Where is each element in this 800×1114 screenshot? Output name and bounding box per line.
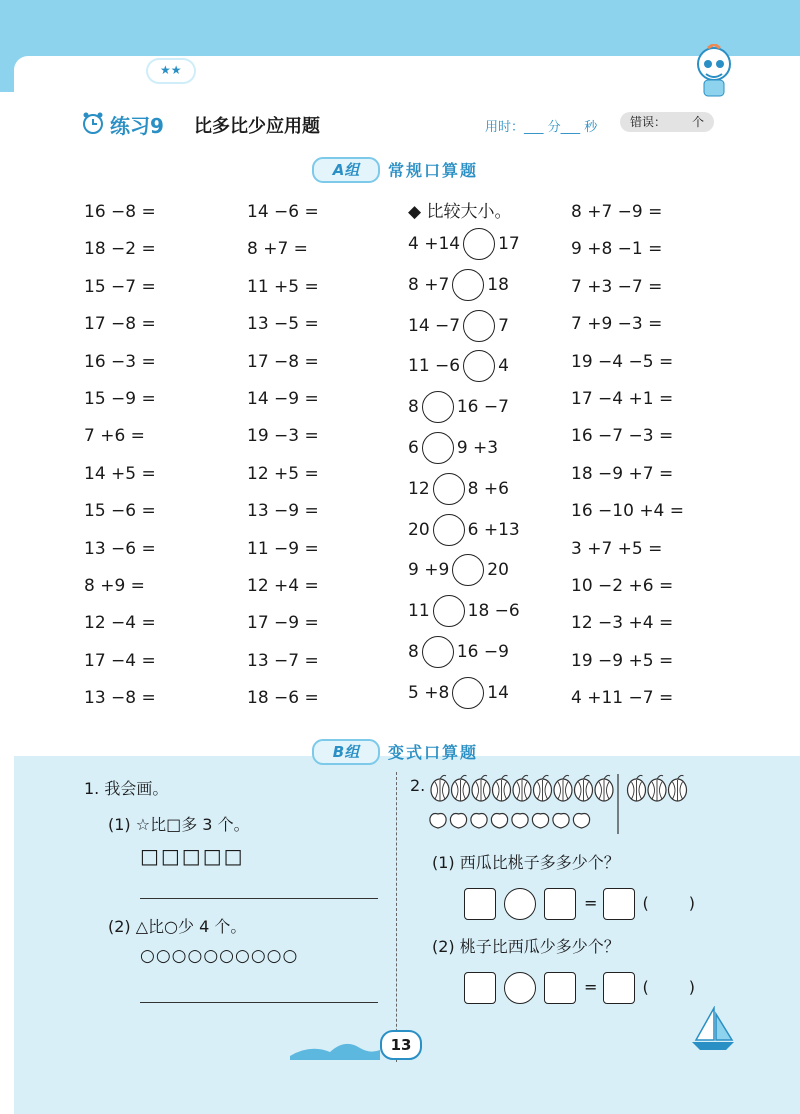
- mascot-icon: [690, 44, 740, 100]
- arithmetic-problem[interactable]: 16 −7 −3 =: [571, 426, 674, 447]
- arithmetic-problem[interactable]: 18 −2 =: [84, 239, 156, 260]
- arithmetic-problem[interactable]: 13 −7 =: [247, 650, 319, 671]
- arithmetic-problem[interactable]: 14 −6 =: [247, 202, 319, 222]
- paren-open: (: [642, 977, 649, 997]
- watermelon-icon: [452, 775, 470, 801]
- arithmetic-problem[interactable]: 13 −8 =: [84, 688, 156, 709]
- compare-problem: [408, 595, 520, 629]
- compare-left: 9 +9: [408, 560, 450, 581]
- paren-close: ): [688, 893, 695, 913]
- compare-right: 18: [487, 274, 509, 295]
- compare-circle[interactable]: [422, 432, 454, 464]
- arithmetic-problem[interactable]: 17 −4 =: [84, 650, 156, 671]
- arithmetic-problem[interactable]: 19 −9 +5 =: [571, 650, 674, 671]
- operator-circle[interactable]: [504, 888, 536, 920]
- compare-right: 17: [498, 234, 520, 254]
- arithmetic-problem[interactable]: 8 +9 =: [84, 576, 145, 596]
- error-label: 错误：: [630, 115, 667, 129]
- watermelon-icon: [628, 775, 646, 801]
- arithmetic-problem[interactable]: 12 −3 +4 =: [571, 613, 674, 634]
- compare-circle[interactable]: [452, 554, 484, 586]
- group-b-badge: B组: [312, 739, 380, 765]
- compare-circle[interactable]: [422, 636, 454, 668]
- answer-box[interactable]: [544, 888, 576, 920]
- watermelon-icon: [669, 775, 687, 801]
- watermelon-icon: [575, 775, 593, 801]
- arithmetic-problem[interactable]: 13 −5 =: [247, 314, 319, 335]
- arithmetic-problem[interactable]: 12 +5 =: [247, 463, 319, 484]
- arithmetic-problem[interactable]: 7 +3 −7 =: [571, 276, 663, 297]
- compare-right: 6 +13: [467, 519, 520, 540]
- arithmetic-problem[interactable]: 17 −8 =: [247, 351, 319, 372]
- arithmetic-problem[interactable]: 14 +5 =: [84, 463, 156, 484]
- arithmetic-problem[interactable]: 13 −6 =: [84, 538, 156, 559]
- arithmetic-problem[interactable]: 12 −4 =: [84, 613, 156, 634]
- page-number: 13: [380, 1030, 422, 1060]
- group-b-header: [312, 739, 512, 763]
- arithmetic-problem[interactable]: 18 −9 +7 =: [571, 463, 674, 484]
- equals-sign: =: [584, 977, 598, 997]
- operator-circle[interactable]: [504, 972, 536, 1004]
- q1-part2-answer-line[interactable]: [140, 1002, 378, 1003]
- compare-problem: [408, 269, 509, 303]
- watermelon-icon: [554, 775, 572, 801]
- watermelon-icon: [472, 775, 490, 801]
- compare-right: 9 +3: [456, 438, 499, 458]
- compare-circle[interactable]: [452, 677, 484, 709]
- compare-left: 8: [408, 397, 419, 418]
- compare-problem: [408, 432, 498, 466]
- compare-right: 20: [487, 560, 509, 581]
- q2-part2-equation: [464, 972, 695, 1004]
- compare-left: 14 −7: [408, 315, 461, 336]
- exercise-number: 练习9: [110, 114, 164, 138]
- compare-right: 16 −7: [456, 397, 509, 418]
- compare-problem: [408, 677, 509, 711]
- compare-problem: [408, 473, 509, 507]
- group-a-header: [312, 157, 512, 181]
- q2-part2: (2) 桃子比西瓜少多少个？: [432, 937, 620, 956]
- wave-icon: [290, 1036, 380, 1060]
- compare-circle[interactable]: [433, 473, 465, 505]
- arithmetic-problem[interactable]: 15 −6 =: [84, 501, 156, 522]
- arithmetic-problem[interactable]: 7 +9 −3 =: [571, 314, 663, 335]
- group-a-badge: A组: [312, 157, 380, 183]
- arithmetic-problem[interactable]: 16 −10 +4 =: [571, 501, 685, 522]
- compare-problem: [408, 310, 509, 344]
- arithmetic-problem[interactable]: 18 −6 =: [247, 688, 319, 709]
- group-b-divider: [396, 772, 397, 1062]
- arithmetic-problem[interactable]: 10 −2 +6 =: [571, 576, 674, 596]
- difficulty-label: 难易等级：: [80, 64, 141, 78]
- arithmetic-problem[interactable]: 9 +8 −1 =: [571, 239, 663, 260]
- q1-part2-circles: ○○○○○○○○○○: [140, 946, 299, 966]
- error-box: [620, 112, 714, 132]
- compare-circle[interactable]: [463, 310, 495, 342]
- q2-part1: (1) 西瓜比桃子多多少个？: [432, 853, 620, 872]
- difficulty-cloud: [148, 60, 194, 82]
- compare-right: 16 −9: [456, 642, 509, 662]
- compare-title: ◆ 比较大小。: [408, 202, 512, 222]
- arithmetic-problem[interactable]: 13 −9 =: [247, 501, 319, 522]
- q1-part1-squares: □□□□□: [140, 844, 245, 868]
- answer-box[interactable]: [603, 888, 635, 920]
- arithmetic-problem[interactable]: 15 −9 =: [84, 389, 156, 409]
- group-b-title: 变式口算题: [388, 743, 479, 762]
- arithmetic-problem[interactable]: 15 −7 =: [84, 276, 156, 297]
- arithmetic-problem[interactable]: 16 −8 =: [84, 202, 156, 222]
- compare-circle[interactable]: [422, 391, 454, 423]
- compare-left: 5 +8: [408, 682, 450, 703]
- answer-box[interactable]: [464, 888, 496, 920]
- clock-icon: [82, 112, 104, 134]
- arithmetic-problem[interactable]: 3 +7 +5 =: [571, 538, 663, 559]
- fruit-illustration: [428, 772, 718, 836]
- compare-circle[interactable]: [463, 350, 495, 382]
- equals-sign: =: [584, 893, 598, 913]
- time-label: 用时：___ 分___ 秒: [485, 120, 598, 135]
- arithmetic-problem[interactable]: 8 +7 −9 =: [571, 202, 663, 222]
- paren-close: ): [688, 977, 695, 997]
- compare-left: 20: [408, 519, 430, 540]
- error-unit: 个: [692, 115, 705, 129]
- watermelon-icon: [513, 775, 531, 801]
- peach-icon: [430, 814, 446, 829]
- peach-icon: [532, 814, 548, 829]
- arithmetic-problem[interactable]: 12 +4 =: [247, 576, 319, 596]
- compare-right: 7: [498, 315, 509, 336]
- watermelon-icon: [534, 775, 552, 801]
- compare-left: 8: [408, 642, 419, 662]
- arithmetic-problem[interactable]: 16 −3 =: [84, 351, 156, 372]
- q1-part1: (1) ☆比□多 3 个。: [108, 815, 250, 834]
- watermelon-icon: [493, 775, 511, 801]
- peach-icon: [553, 814, 569, 829]
- compare-problem: [408, 554, 509, 588]
- peach-icon: [573, 814, 589, 829]
- compare-left: 11 −6: [408, 356, 461, 377]
- arithmetic-problem[interactable]: 19 −3 =: [247, 426, 319, 447]
- compare-left: 6: [408, 438, 419, 458]
- compare-left: 11: [408, 601, 430, 622]
- arithmetic-problem[interactable]: 7 +6 =: [84, 426, 145, 447]
- sailboat-icon: [688, 1006, 738, 1054]
- compare-problem: [408, 514, 520, 548]
- unit-title: 第2单元 20以内的退位减法: [468, 66, 653, 81]
- compare-problem: [408, 350, 509, 384]
- arithmetic-problem[interactable]: 17 −8 =: [84, 314, 156, 335]
- group-a-title: 常规口算题: [388, 161, 479, 180]
- compare-problem: [408, 391, 509, 425]
- compare-problem: [408, 228, 520, 262]
- peach-icon: [471, 814, 487, 829]
- arithmetic-problem[interactable]: 17 −4 +1 =: [571, 389, 674, 409]
- watermelon-icon: [595, 775, 613, 801]
- exercise-title: 比多比少应用题: [194, 116, 320, 137]
- arithmetic-problem[interactable]: 11 +5 =: [247, 276, 319, 297]
- compare-problem: [408, 636, 509, 670]
- q2-part1-equation: [464, 888, 695, 920]
- q1-part2: (2) △比○少 4 个。: [108, 917, 247, 936]
- compare-left: 4 +14: [408, 234, 461, 254]
- peach-icon: [512, 814, 528, 829]
- compare-circle[interactable]: [433, 595, 465, 627]
- peach-icon: [450, 814, 466, 829]
- watermelon-icon: [431, 775, 449, 801]
- arithmetic-problem[interactable]: 19 −4 −5 =: [571, 351, 674, 372]
- arithmetic-problem[interactable]: 4 +11 −7 =: [571, 688, 674, 709]
- peach-icon: [491, 814, 507, 829]
- answer-box[interactable]: [603, 972, 635, 1004]
- difficulty-stars: ★★: [160, 63, 182, 77]
- paren-open: (: [642, 893, 649, 913]
- compare-right: 4: [498, 356, 509, 377]
- compare-circle[interactable]: [452, 269, 484, 301]
- exercise-title-row: [82, 110, 722, 136]
- q2-title: 2.: [410, 776, 426, 795]
- arithmetic-problem[interactable]: 14 −9 =: [247, 389, 319, 409]
- arithmetic-problem[interactable]: 17 −9 =: [247, 613, 319, 634]
- answer-box[interactable]: [544, 972, 576, 1004]
- compare-right: 18 −6: [467, 601, 520, 622]
- compare-circle[interactable]: [463, 228, 495, 260]
- compare-right: 14: [487, 682, 509, 703]
- compare-left: 12: [408, 478, 430, 499]
- compare-circle[interactable]: [433, 514, 465, 546]
- compare-right: 8 +6: [467, 478, 509, 499]
- arithmetic-problem[interactable]: 11 −9 =: [247, 538, 319, 559]
- q1-title: 1. 我会画。: [84, 779, 169, 798]
- watermelon-icon: [648, 775, 666, 801]
- arithmetic-problem[interactable]: 8 +7 =: [247, 239, 308, 260]
- compare-left: 8 +7: [408, 274, 450, 295]
- answer-box[interactable]: [464, 972, 496, 1004]
- q1-part1-answer-line[interactable]: [140, 898, 378, 899]
